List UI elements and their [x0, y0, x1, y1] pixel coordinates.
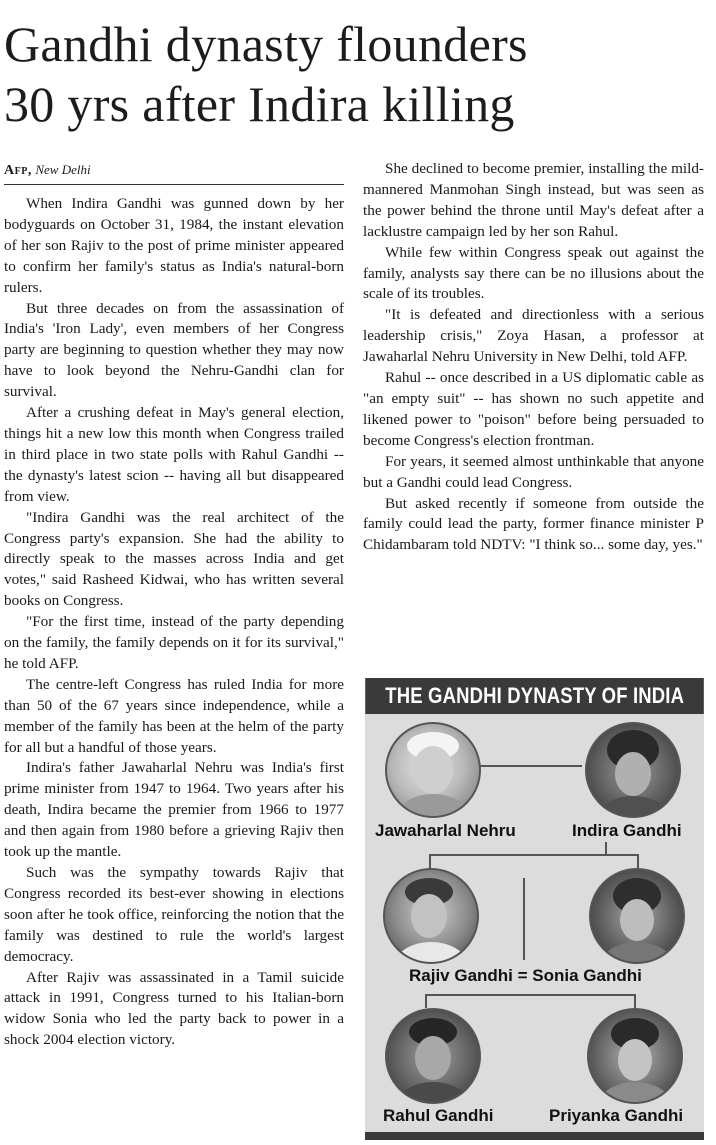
connector-nehru-indira [477, 765, 582, 767]
indira-portrait [585, 722, 681, 818]
article-paragraph: When Indira Gandhi was gunned down by her bodyguards on October 31, 1984, the instant elevation of her son Rajiv to the post of prime minister appeared to confirm her family's status as India's natural-born rulers. [4, 195, 344, 296]
headline [4, 14, 712, 134]
person-icon [385, 870, 477, 962]
graphic-bottom-bar [365, 1132, 704, 1140]
article-paragraph: Indira's father Jawaharlal Nehru was India's first prime minister from 1947 to 1964. Two years after his death, Indira became the premier from 1966 to 1977 and then again from 1980 before a grieving Rajiv then took up the mantle. [4, 759, 344, 861]
article-column-left [4, 194, 344, 1051]
person-icon [587, 724, 679, 816]
connector-grandchildren-bar [425, 994, 636, 996]
person-icon [589, 1010, 681, 1102]
connector-children-bar [429, 854, 639, 856]
rajiv-sonia-name: Rajiv Gandhi = Sonia Gandhi [409, 966, 642, 985]
article-paragraph: But three decades on from the assassination of India's 'Iron Lady', even members of her Congress party are beginning to question whether they may now have to look beyond the Nehru-Gandhi clan for survival. [4, 299, 344, 401]
connector-rahul-drop [425, 994, 427, 1008]
family-tree-graphic [365, 678, 704, 1140]
person-icon [387, 1010, 479, 1102]
article-column-right [363, 159, 704, 556]
article-paragraph: Rahul -- once described in a US diplomatic cable as "an empty suit" -- has shown no such appetite and likened power to "poison" before being persuaded to become Congress's election frontman. [363, 369, 704, 449]
graphic-title: THE GANDHI DYNASTY OF INDIA [365, 678, 704, 714]
headline-line-1: Gandhi dynasty flounders [4, 16, 528, 72]
connector-marriage [523, 878, 525, 960]
indira-name: Indira Gandhi [572, 821, 682, 840]
byline [4, 160, 344, 185]
byline-agency: Afp, [4, 163, 32, 178]
article-paragraph: After a crushing defeat in May's general election, things hit a new low this month when Congress trailed in third place in two state polls with Rahul Gandhi -- the dynasty's latest scion -- having all but disappeared from view. [4, 404, 344, 505]
byline-place: New Delhi [35, 162, 91, 177]
rahul-name: Rahul Gandhi [383, 1106, 494, 1125]
nehru-portrait [385, 722, 481, 818]
article-paragraph: Such was the sympathy towards Rajiv that Congress recorded its best-ever showing in elections soon after he took office, reinforcing the notion that the family was destined to rule the world's largest democracy. [4, 864, 344, 965]
person-icon [387, 724, 479, 816]
connector-priyanka-drop [634, 994, 636, 1008]
rajiv-portrait [383, 868, 479, 964]
article-paragraph: "Indira Gandhi was the real architect of the Congress party's expansion. She had the ability to directly speak to the masses across India and get votes," said Rasheed Kidwai, who has written several books on Congress. [4, 508, 344, 610]
article-paragraph: "For the first time, instead of the party depending on the family, the family depends on it for its survival," he told AFP. [4, 613, 344, 672]
article-paragraph: But asked recently if someone from outside the family could lead the party, former finance minister P Chidambaram told NDTV: "I think so... some day, yes." [363, 494, 704, 554]
article-paragraph: For years, it seemed almost unthinkable that anyone but a Gandhi could lead Congress. [363, 452, 704, 491]
article-paragraph: While few within Congress speak out against the family, analysts say there can be no illusions about the scale of its troubles. [363, 243, 704, 303]
sonia-portrait [589, 868, 685, 964]
article-paragraph: She declined to become premier, installing the mild-mannered Manmohan Singh instead, but was seen as the power behind the throne until May's defeat after a lacklustre campaign led by her son Rahul. [363, 160, 704, 240]
article-paragraph: The centre-left Congress has ruled India for more than 50 of the 67 years since independence, while a member of the family has been at the helm of the party for all but a handful of those years. [4, 675, 344, 756]
article-paragraph: "It is defeated and directionless with a serious leadership crisis," Zoya Hasan, a professor at Jawaharlal Nehru University in New Delhi, told AFP. [363, 306, 704, 366]
priyanka-name: Priyanka Gandhi [549, 1106, 684, 1125]
priyanka-portrait [587, 1008, 683, 1104]
headline-line-2: 30 yrs after Indira killing [4, 76, 515, 132]
rahul-portrait [385, 1008, 481, 1104]
person-icon [591, 870, 683, 962]
nehru-name: Jawaharlal Nehru [375, 821, 516, 840]
article-paragraph: After Rajiv was assassinated in a Tamil suicide attack in 1991, Congress turned to his Italian-born widow Sonia who led the party back to power in a shock 2004 election victory. [4, 968, 344, 1049]
